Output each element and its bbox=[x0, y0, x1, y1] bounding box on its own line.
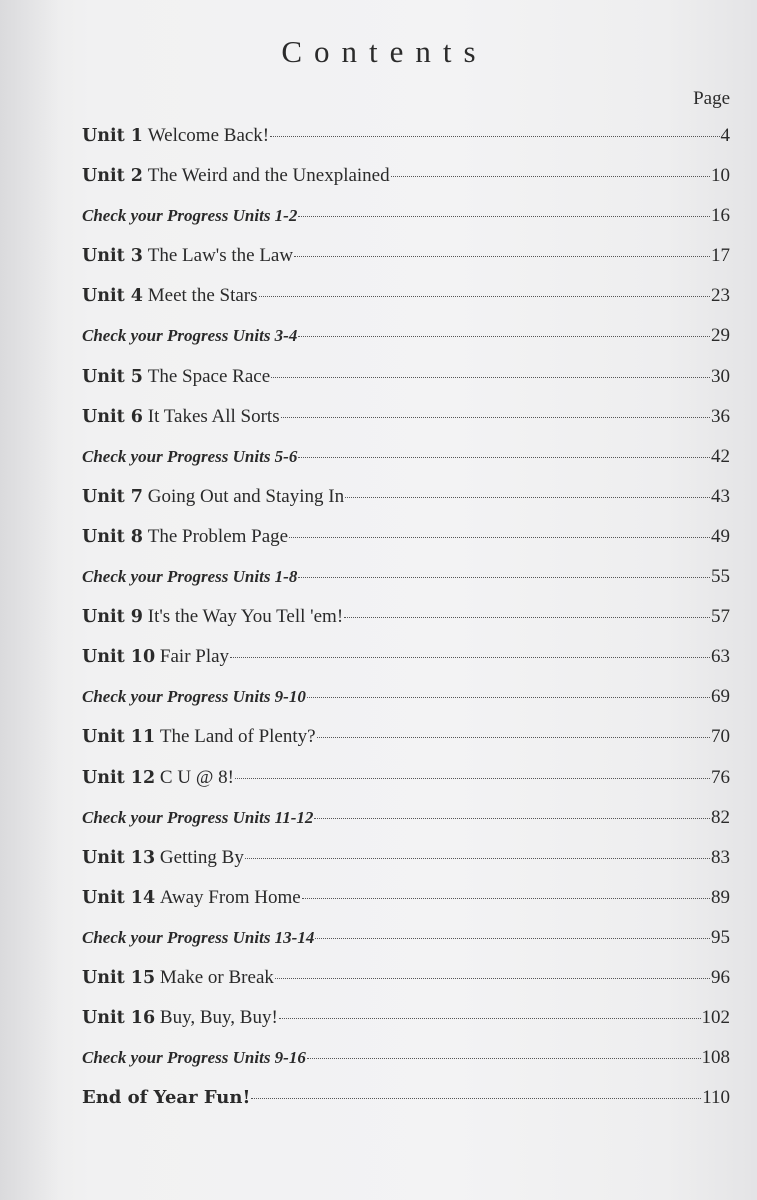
unit-number: Unit 1 bbox=[82, 126, 143, 146]
page-number: 69 bbox=[711, 686, 730, 708]
dot-leader bbox=[275, 978, 710, 979]
page-number: 29 bbox=[711, 325, 730, 347]
unit-title: Going Out and Staying In bbox=[147, 485, 345, 507]
toc-entry-label: Check your Progress Units 13-14 bbox=[82, 927, 315, 947]
page-number: 10 bbox=[711, 165, 730, 187]
unit-number: Unit 6 bbox=[82, 406, 143, 427]
toc-entry-unit[interactable] bbox=[82, 765, 730, 805]
unit-number: Unit 2 bbox=[82, 166, 143, 187]
page-number: 83 bbox=[711, 846, 730, 868]
page-number: 95 bbox=[711, 926, 730, 948]
unit-title: C U @ 8! bbox=[159, 766, 234, 788]
dot-leader bbox=[314, 818, 710, 819]
toc-entry-progress-check[interactable] bbox=[82, 805, 730, 845]
toc-entry-label bbox=[82, 885, 301, 911]
unit-number: Unit 13 bbox=[82, 847, 156, 868]
dot-leader bbox=[230, 657, 710, 658]
dot-leader bbox=[289, 537, 710, 538]
page-number: 63 bbox=[711, 646, 730, 668]
toc-entry-label: End of Year Fun! bbox=[82, 1087, 251, 1109]
toc-entry-progress-check[interactable] bbox=[82, 323, 730, 363]
toc-entry-label bbox=[82, 123, 269, 149]
toc-entry-label: Check your Progress Units 9-10 bbox=[82, 687, 306, 707]
page-number: 82 bbox=[711, 806, 730, 828]
page-number: 30 bbox=[711, 365, 730, 387]
unit-number: Unit 15 bbox=[82, 967, 156, 988]
toc-entry-special[interactable] bbox=[82, 1085, 730, 1125]
toc-entry-unit[interactable] bbox=[82, 885, 730, 925]
page-number: 16 bbox=[711, 205, 730, 227]
unit-number: Unit 7 bbox=[82, 486, 143, 507]
toc-entry-unit[interactable] bbox=[82, 283, 730, 323]
dot-leader bbox=[281, 417, 710, 418]
toc-entry-label bbox=[82, 965, 274, 991]
toc-entry-label: Check your Progress Units 1-2 bbox=[82, 206, 298, 226]
toc-entry-label bbox=[82, 484, 344, 510]
unit-number: Unit 16 bbox=[82, 1008, 156, 1029]
page-number: 4 bbox=[720, 125, 730, 146]
toc-entry-label bbox=[82, 724, 316, 750]
dot-leader bbox=[307, 1058, 701, 1059]
toc-entry-progress-check[interactable] bbox=[82, 444, 730, 484]
page-number: 70 bbox=[711, 726, 730, 748]
page-number: 36 bbox=[711, 405, 730, 427]
toc-entry-unit[interactable] bbox=[82, 845, 730, 885]
toc-entry-progress-check[interactable] bbox=[82, 564, 730, 604]
toc-entry-label: Check your Progress Units 11-12 bbox=[82, 807, 314, 827]
unit-title: The Land of Plenty? bbox=[159, 726, 316, 748]
toc-entry-progress-check[interactable] bbox=[82, 684, 730, 724]
toc-entry-unit[interactable] bbox=[82, 644, 730, 684]
toc-entry-label bbox=[82, 163, 390, 189]
dot-leader bbox=[391, 176, 710, 177]
toc-entry-unit[interactable] bbox=[82, 404, 730, 444]
page-title: Contents bbox=[281, 34, 488, 69]
page-number: 102 bbox=[701, 1007, 730, 1029]
dot-leader bbox=[235, 778, 710, 779]
toc-entry-label: Check your Progress Units 3-4 bbox=[82, 326, 298, 346]
dot-leader bbox=[271, 377, 710, 378]
unit-title: The Law's the Law bbox=[147, 245, 294, 267]
unit-number: Unit 9 bbox=[82, 607, 143, 628]
unit-number: Unit 10 bbox=[82, 647, 156, 668]
unit-title: Buy, Buy, Buy! bbox=[159, 1007, 278, 1029]
toc-entry-unit[interactable] bbox=[82, 965, 730, 1005]
unit-number: Unit 14 bbox=[82, 887, 156, 908]
toc-entry-label: Check your Progress Units 1-8 bbox=[82, 567, 298, 587]
toc-entry-label bbox=[82, 404, 280, 430]
unit-title: The Problem Page bbox=[147, 525, 289, 547]
page-number: 57 bbox=[711, 606, 730, 628]
page-number: 108 bbox=[701, 1047, 730, 1069]
page-number: 110 bbox=[702, 1087, 730, 1109]
toc-entry-unit[interactable] bbox=[82, 524, 730, 564]
page-number: 17 bbox=[711, 245, 730, 267]
unit-number: Unit 3 bbox=[82, 246, 143, 267]
dot-leader bbox=[298, 457, 710, 458]
page-number: 49 bbox=[711, 525, 730, 547]
unit-title: Welcome Back! bbox=[147, 125, 270, 146]
unit-title: Make or Break bbox=[159, 966, 274, 988]
unit-title: Getting By bbox=[159, 846, 244, 868]
page-number: 55 bbox=[711, 566, 730, 588]
dot-leader bbox=[279, 1018, 701, 1019]
dot-leader bbox=[345, 497, 710, 498]
dot-leader bbox=[251, 1098, 701, 1099]
toc-entry-unit[interactable] bbox=[82, 724, 730, 764]
toc-entry-unit[interactable] bbox=[82, 604, 730, 644]
unit-number: Unit 8 bbox=[82, 526, 143, 547]
toc-entry-unit[interactable] bbox=[82, 364, 730, 404]
page-number: 96 bbox=[711, 966, 730, 988]
toc-entry-label: Check your Progress Units 5-6 bbox=[82, 446, 298, 466]
unit-title: The Weird and the Unexplained bbox=[147, 165, 390, 187]
unit-number: Unit 4 bbox=[82, 286, 143, 307]
toc-entry-progress-check[interactable] bbox=[82, 203, 730, 243]
dot-leader bbox=[298, 336, 710, 337]
page-number: 76 bbox=[711, 766, 730, 788]
toc-entry-label bbox=[82, 765, 234, 791]
dot-leader bbox=[298, 577, 710, 578]
dot-leader bbox=[317, 737, 710, 738]
dot-leader bbox=[344, 617, 710, 618]
toc-entry-label bbox=[82, 283, 258, 309]
page-number: 89 bbox=[711, 886, 730, 908]
dot-leader bbox=[270, 136, 719, 137]
dot-leader bbox=[302, 898, 710, 899]
toc-entry-label bbox=[82, 604, 343, 630]
unit-number: Unit 12 bbox=[82, 767, 156, 788]
dot-leader bbox=[245, 858, 710, 859]
toc-entry-progress-check[interactable] bbox=[82, 925, 730, 965]
table-of-contents bbox=[82, 123, 730, 1125]
toc-entry-label bbox=[82, 243, 293, 269]
toc-entry-label bbox=[82, 364, 270, 390]
page-number: 42 bbox=[711, 445, 730, 467]
unit-title: Away From Home bbox=[159, 886, 301, 908]
unit-title: It Takes All Sorts bbox=[147, 405, 280, 427]
unit-title: It's the Way You Tell 'em! bbox=[147, 606, 344, 628]
page-gutter-shadow bbox=[0, 0, 60, 1200]
unit-title: Fair Play bbox=[159, 646, 230, 668]
unit-number: Unit 5 bbox=[82, 366, 143, 387]
toc-entry-unit[interactable] bbox=[82, 1005, 730, 1045]
dot-leader bbox=[307, 697, 710, 698]
toc-entry-unit[interactable] bbox=[82, 123, 730, 163]
toc-entry-progress-check[interactable] bbox=[82, 1045, 730, 1085]
unit-number: Unit 11 bbox=[82, 727, 156, 748]
dot-leader bbox=[315, 938, 710, 939]
toc-entry-label: Check your Progress Units 9-16 bbox=[82, 1048, 306, 1068]
page-column-label: Page bbox=[693, 88, 730, 109]
toc-entry-label bbox=[82, 1005, 278, 1031]
toc-entry-unit[interactable] bbox=[82, 163, 730, 203]
page-number: 43 bbox=[711, 485, 730, 507]
toc-entry-label bbox=[82, 644, 229, 670]
dot-leader bbox=[259, 296, 710, 297]
toc-entry-label bbox=[82, 524, 288, 550]
toc-entry-unit[interactable] bbox=[82, 484, 730, 524]
page-number: 23 bbox=[711, 285, 730, 307]
unit-title: The Space Race bbox=[147, 365, 271, 387]
toc-entry-label bbox=[82, 845, 244, 871]
unit-title: Meet the Stars bbox=[147, 285, 258, 307]
dot-leader bbox=[294, 256, 710, 257]
dot-leader bbox=[298, 216, 710, 217]
toc-entry-unit[interactable] bbox=[82, 243, 730, 283]
